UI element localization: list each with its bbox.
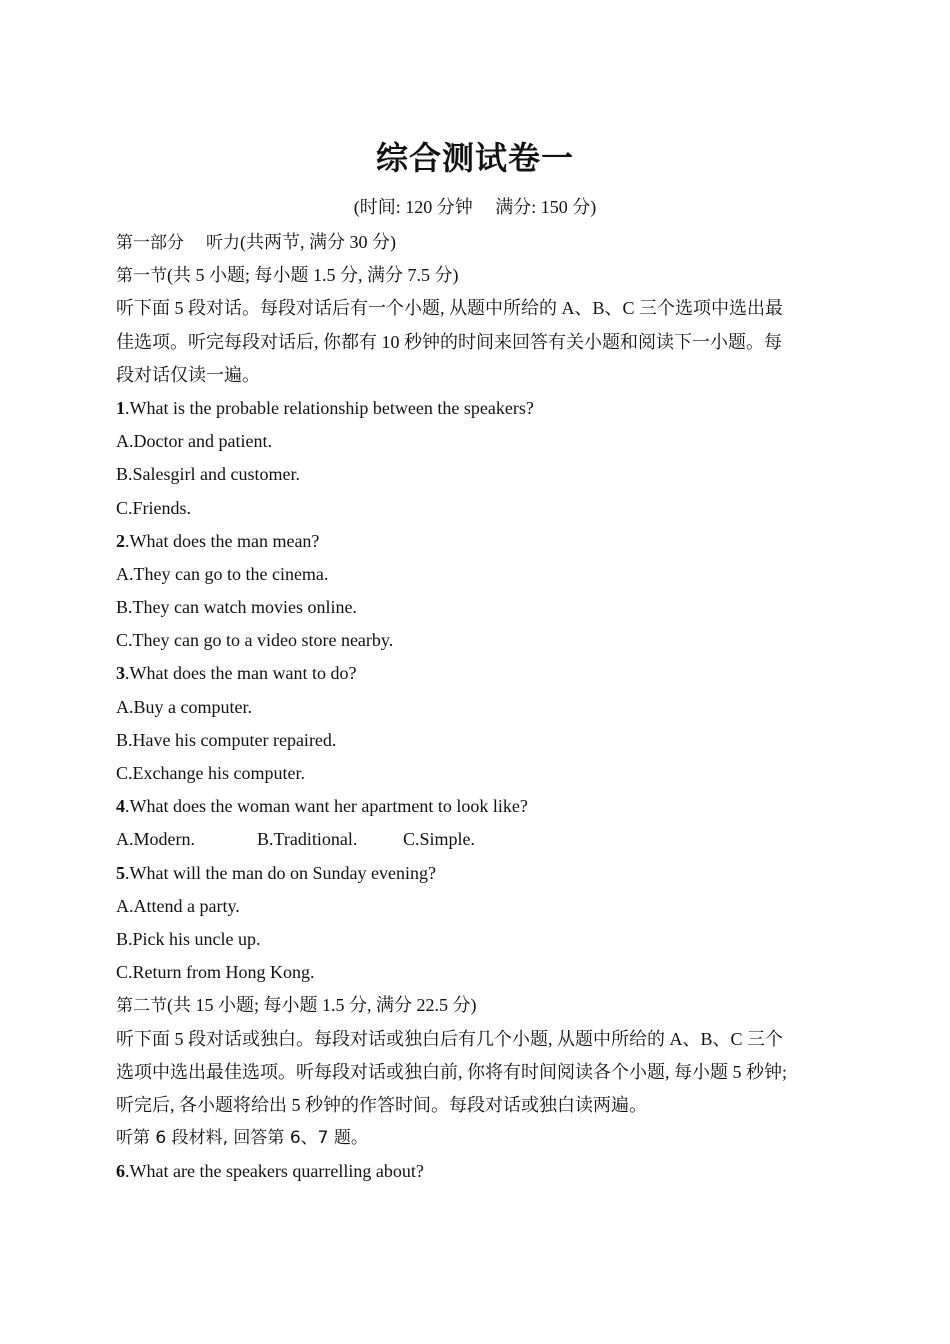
answer-option-c: C.Friends. — [116, 497, 192, 518]
question-text: .What does the man want to do? — [125, 663, 357, 684]
section1-heading — [116, 259, 836, 292]
question-3 — [116, 657, 836, 690]
part1-heading — [116, 226, 836, 259]
question-4 — [116, 790, 836, 823]
section2-instructions-line: 听下面 5 段对话或独白。每段对话或独白后有几个小题, 从题中所给的 A、B、C 三个 — [116, 1028, 784, 1049]
section2-instructions-line: 选项中选出最佳选项。听每段对话或独白前, 你将有时间阅读各个小题, 每小题 5 秒钟; — [116, 1061, 787, 1082]
answer-option-b: B.Traditional. — [257, 829, 358, 850]
section2-instructions-line: 听完后, 各小题将给出 5 秒钟的作答时间。每段对话或独白读两遍。 — [116, 1094, 647, 1115]
answer-option-c: C.Exchange his computer. — [116, 763, 305, 783]
answer-option-a: A.Buy a computer. — [116, 696, 252, 717]
exam-content — [116, 226, 836, 1188]
part1-label: 第一部分 — [116, 233, 184, 253]
question-text: .What does the man mean? — [125, 530, 320, 551]
page-title: 综合测试卷一 — [375, 139, 574, 177]
part1-note: (共两节, 满分 30 分) — [240, 232, 396, 252]
answer-option-b: B.Pick his uncle up. — [116, 928, 261, 949]
section2-heading — [116, 989, 836, 1022]
question-number: 5 — [116, 862, 125, 883]
question-number: 4 — [116, 796, 125, 817]
question-5 — [116, 857, 836, 890]
answer-option-a: A.Doctor and patient. — [116, 431, 272, 452]
question-6 — [116, 1155, 836, 1188]
answer-option-c: C.Return from Hong Kong. — [116, 962, 315, 983]
exam-time-score: (时间: 120 分钟 满分: 150 分) — [353, 197, 597, 217]
section1-instructions-line: 段对话仅读一遍。 — [116, 364, 260, 385]
part1-name: 听力 — [206, 233, 240, 253]
answer-option-b: B.Have his computer repaired. — [116, 729, 337, 750]
question-2 — [116, 525, 836, 558]
section2-note: (共 15 小题; 每小题 1.5 分, 满分 22.5 分) — [167, 995, 477, 1016]
answer-option-a: A.They can go to the cinema. — [116, 563, 329, 584]
question-number: 6 — [116, 1161, 125, 1182]
section1-instructions-line: 佳选项。听完每段对话后, 你都有 10 秒钟的时间来回答有关小题和阅读下一小题。每 — [116, 331, 782, 352]
answer-option-a: A.Modern. — [116, 829, 195, 850]
question-1 — [116, 392, 836, 425]
question-text: .What will the man do on Sunday evening? — [125, 862, 436, 883]
material-heading: 听第 6 段材料, 回答第 6、7 题。 — [116, 1128, 368, 1149]
question-number: 3 — [116, 663, 125, 684]
question-text: .What is the probable relationship between the speakers? — [125, 397, 534, 418]
question-number: 1 — [116, 397, 125, 418]
answer-option-b: B.They can watch movies online. — [116, 597, 357, 618]
section1-instructions-line: 听下面 5 段对话。每段对话后有一个小题, 从题中所给的 A、B、C 三个选项中选出最 — [116, 298, 784, 319]
answer-option-a: A.Attend a party. — [116, 895, 240, 916]
answer-option-b: B.Salesgirl and customer. — [116, 464, 300, 485]
section1-label: 第一节 — [116, 266, 167, 287]
answer-option-c: C.Simple. — [403, 829, 476, 850]
answer-option-c: C.They can go to a video store nearby. — [116, 630, 394, 651]
answer-options-row — [116, 823, 836, 856]
question-text: .What are the speakers quarrelling about? — [125, 1161, 424, 1182]
question-text: .What does the woman want her apartment to look like? — [125, 796, 528, 817]
section2-label: 第二节 — [116, 996, 167, 1017]
section1-note: (共 5 小题; 每小题 1.5 分, 满分 7.5 分) — [167, 265, 459, 286]
question-number: 2 — [116, 530, 125, 551]
